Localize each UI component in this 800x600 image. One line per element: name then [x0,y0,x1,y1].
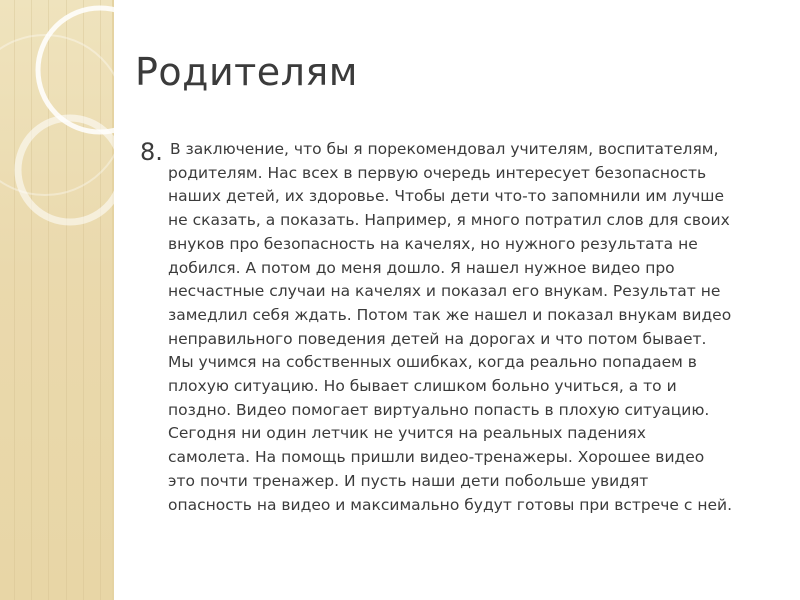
paragraph-text [140,138,780,517]
text-line: опасность на видео и максимально будут готовы при встрече с ней. [168,495,733,514]
numbered-paragraph [140,138,780,517]
text-line: поздно. Видео помогает виртуально попасть в плохую ситуацию. [168,400,710,419]
text-line: самолета. На помощь пришли видео-тренажеры. Хорошее видео [168,448,705,467]
text-line: Мы учимся на собственных ошибках, когда реально попадаем в [168,353,697,372]
text-line: внуков про безопасность на качелях, но нужного результата не [168,234,698,253]
text-line: Сегодня ни один летчик не учится на реальных падениях [168,424,646,443]
text-line: плохую ситуацию. Но бывает слишком больно учиться, а то и [168,377,677,396]
item-number: 8. [140,138,163,166]
text-line: наших детей, их здоровье. Чтобы дети что-то запомнили им лучше [168,187,724,206]
text-line: замедлил себя ждать. Потом так же нашел и показал внукам видео [168,305,732,324]
text-line: родителям. Нас всех в первую очередь интересует безопасность [168,163,707,182]
slide-title: Родителям [135,50,358,94]
text-line: несчастные случаи на качелях и показал его внукам. Результат не [168,282,721,301]
text-line: не сказать, а показать. Например, я много потратил слов для своих [168,211,730,230]
text-line: это почти тренажер. И пусть наши дети побольше увидят [168,471,649,490]
text-line: В заключение, что бы я порекомендовал учителям, воспитателям, [170,140,719,158]
text-line: неправильного поведения детей на дорогах и что потом бывает. [168,329,707,348]
text-line: добился. А потом до меня дошло. Я нашел нужное видео про [168,258,675,277]
